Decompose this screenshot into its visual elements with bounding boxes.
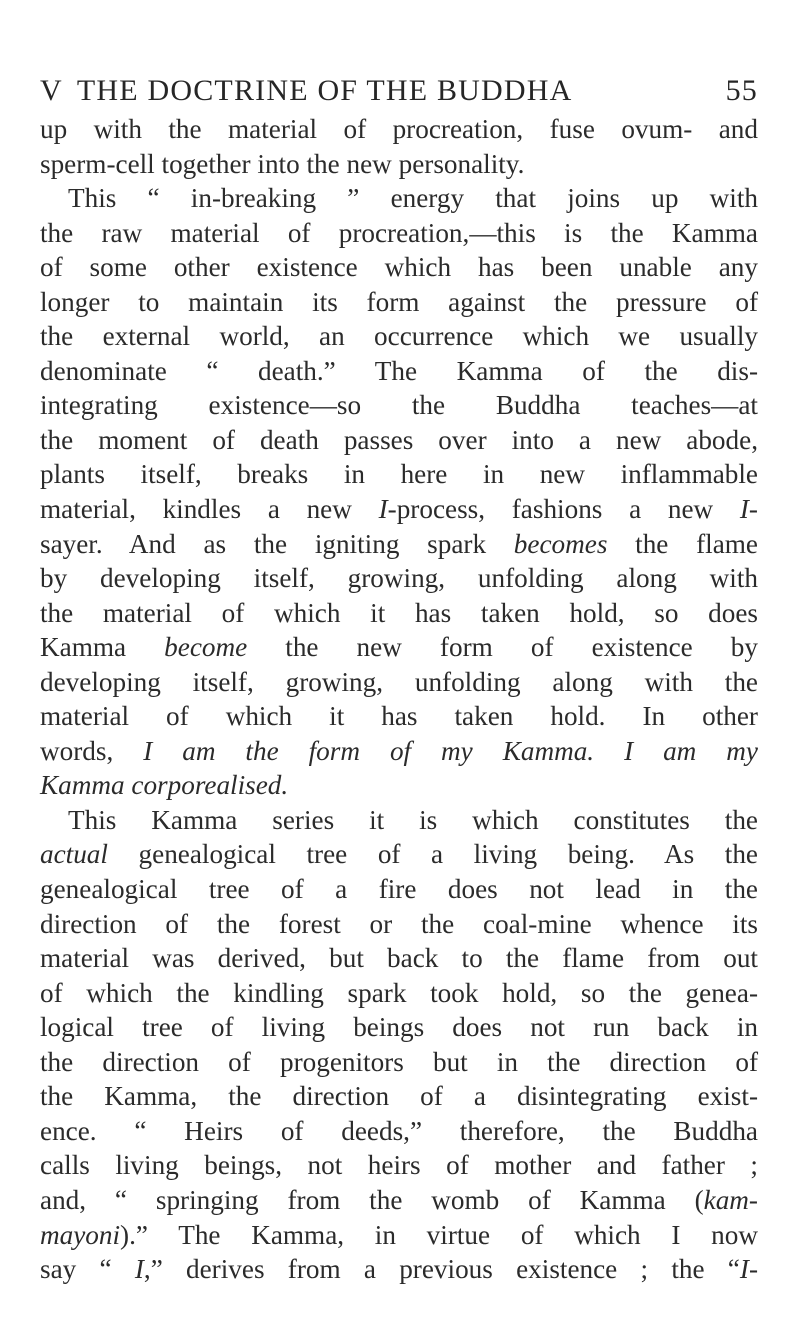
text-line — [40, 216, 758, 251]
text-run: by developing itself, growing, unfolding along with — [40, 563, 758, 594]
text-line — [40, 492, 758, 527]
text-run: say “ — [40, 1254, 135, 1285]
text-run: the Kamma, the direction of a disintegrating exist- — [40, 1081, 758, 1112]
text-line — [40, 250, 758, 285]
italic-text: Kamma corporealised. — [40, 770, 289, 801]
book-page — [40, 74, 758, 1287]
text-run: the flame — [607, 528, 758, 559]
text-run: developing itself, growing, unfolding along with the — [40, 666, 758, 697]
text-line — [40, 181, 758, 216]
text-run: of some other existence which has been unable any — [40, 252, 758, 283]
text-run: This “ in-breaking ” energy that joins up with — [68, 183, 758, 214]
text-run: the material of which it has taken hold, so does — [40, 597, 758, 628]
text-line — [40, 423, 758, 458]
text-run: ,” derives from a previous existence ; the “ — [143, 1254, 740, 1285]
italic-text: I am the form of my Kamma. I am my — [143, 735, 758, 766]
text-line — [40, 768, 758, 803]
text-run: genealogical tree of a fire does not lead in the — [40, 874, 758, 905]
running-head — [40, 74, 758, 108]
text-line — [40, 596, 758, 631]
text-line — [40, 147, 758, 182]
text-run: up with the material of procreation, fuse ovum- and — [40, 114, 758, 144]
italic-text: I — [739, 494, 749, 525]
italic-text: become — [164, 632, 248, 663]
text-run: the raw material of procreation,—this is the Kamma — [40, 217, 758, 248]
text-run: -process, fashions a new — [387, 494, 740, 525]
text-run: longer to maintain its form against the pressure of — [40, 286, 758, 317]
text-line — [40, 1079, 758, 1114]
text-line — [40, 803, 758, 838]
text-line — [40, 1148, 758, 1183]
text-run: This Kamma series it is which constitutes the — [68, 804, 758, 835]
text-run: ence. “ Heirs of deeds,” therefore, the Buddha — [40, 1115, 758, 1146]
italic-text: kam- — [703, 1184, 758, 1215]
text-run: material of which it has taken hold. In other — [40, 701, 758, 732]
text-line — [40, 388, 758, 423]
text-run: denominate “ death.” The Kamma of the dis- — [40, 355, 758, 386]
text-run: the moment of death passes over into a new abode, — [40, 424, 758, 455]
text-line — [40, 734, 758, 769]
text-line — [40, 527, 758, 562]
text-run: logical tree of living beings does not run back in — [40, 1012, 758, 1043]
text-line — [40, 1010, 758, 1045]
text-line — [40, 907, 758, 942]
italic-text: actual — [40, 839, 108, 870]
italic-text: I — [134, 1254, 144, 1285]
text-run: calls living beings, not heirs of mother and father ; — [40, 1150, 758, 1181]
text-line — [40, 1114, 758, 1149]
chapter-title: THE DOCTRINE OF THE BUDDHA — [76, 74, 573, 107]
text-run: direction of the forest or the coal-mine whence its — [40, 908, 758, 939]
text-line — [40, 1045, 758, 1080]
text-run: sperm-cell together into the new personality. — [40, 148, 525, 179]
text-line — [40, 1252, 758, 1287]
italic-text: I — [378, 494, 388, 525]
text-run: - — [748, 1254, 758, 1285]
italic-text: mayoni — [40, 1219, 121, 1250]
text-line — [40, 1218, 758, 1253]
text-run: the direction of progenitors but in the direction of — [40, 1046, 758, 1077]
text-line — [40, 872, 758, 907]
body-text — [40, 112, 758, 1287]
text-run: and, “ springing from the womb of Kamma ( — [40, 1184, 704, 1215]
text-run: material, kindles a new — [40, 494, 379, 525]
text-run: words, — [40, 735, 144, 766]
text-line — [40, 630, 758, 665]
text-line — [40, 976, 758, 1011]
text-line — [40, 699, 758, 734]
text-line — [40, 285, 758, 320]
text-line — [40, 665, 758, 700]
text-run: the new form of existence by — [247, 632, 758, 663]
text-line — [40, 112, 758, 147]
page-number: 55 — [725, 74, 758, 107]
text-line — [40, 1183, 758, 1218]
chapter-numeral: V — [40, 74, 63, 107]
text-run: ).” The Kamma, in virtue of which I now — [120, 1219, 758, 1250]
text-line — [40, 457, 758, 492]
text-run: plants itself, breaks in here in new inflammable — [40, 459, 758, 490]
text-run: sayer. And as the igniting spark — [40, 528, 514, 559]
text-line — [40, 941, 758, 976]
italic-text: I — [739, 1254, 749, 1285]
text-run: genealogical tree of a living being. As the — [107, 839, 758, 870]
text-run: of which the kindling spark took hold, so the genea- — [40, 977, 758, 1008]
text-run: the external world, an occurrence which we usually — [40, 321, 758, 352]
text-line — [40, 354, 758, 389]
text-run: Kamma — [40, 632, 165, 663]
text-line — [40, 319, 758, 354]
text-run: integrating existence—so the Buddha teaches—at — [40, 390, 758, 421]
running-head-left — [40, 74, 573, 108]
text-line — [40, 561, 758, 596]
text-run: material was derived, but back to the flame from out — [40, 943, 758, 974]
text-run: - — [748, 494, 758, 525]
text-line — [40, 837, 758, 872]
italic-text: becomes — [513, 528, 608, 559]
